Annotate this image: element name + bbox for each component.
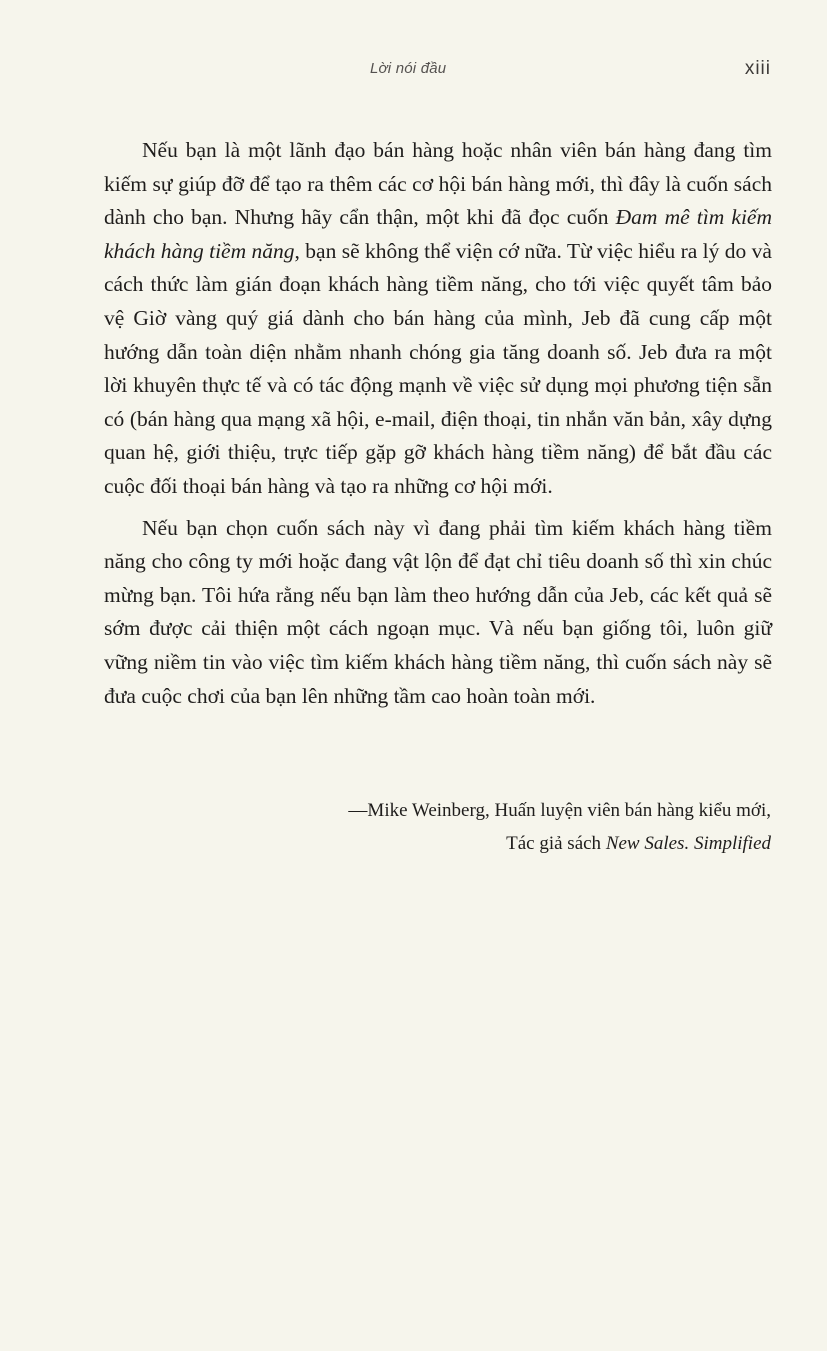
attribution-prefix: Tác giả sách [506,833,606,854]
page-number: xiii [744,58,771,79]
paragraph-1-text-a: Nếu bạn là một lãnh đạo bán hàng hoặc nhân viên bán hàng đang tìm kiếm sự giúp đỡ để tạo ra thêm các cơ hội bán hàng mới, thì đây là cuốn sách dành cho bạn. Nhưng hãy cẩn thận, một khi đã đọc cuốn [104,138,772,230]
paragraph-1 [104,134,772,504]
attribution-book-title: New Sales. Simplified [605,833,771,854]
running-head: Lời nói đầu [370,60,447,77]
body-text [104,134,772,713]
paragraph-1-text-b: , bạn sẽ không thể viện cớ nữa. Từ việc hiểu ra lý do và cách thức làm gián đoạn khách hàng tiềm năng, cho tới việc quyết tâm bảo vệ Giờ vàng quý giá dành cho bán hàng của mình, Jeb đã cung cấp một hướng dẫn toàn diện nhằm nhanh chóng gia tăng doanh số. Jeb đưa ra một lời khuyên thực tế và có tác động mạnh về việc sử dụng mọi phương tiện sẵn có (bán hàng qua mạng xã hội, e-mail, điện thoại, tin nhắn văn bản, xây dựng quan hệ, giới thiệu, trực tiếp gặp gỡ khách hàng tiềm năng) để bắt đầu các cuộc đối thoại bán hàng và tạo ra những cơ hội mới. [104,238,772,498]
paragraph-2 [104,512,772,714]
attribution-line-1: —Mike Weinberg, Huấn luyện viên bán hàng kiểu mới, [348,800,771,821]
quote-attribution [131,794,771,860]
paragraph-2-text: Nếu bạn chọn cuốn sách này vì đang phải tìm kiếm khách hàng tiềm năng cho công ty mới hoặc đang vật lộn để đạt chỉ tiêu doanh số thì xin chúc mừng bạn. Tôi hứa rằng nếu bạn làm theo hướng dẫn của Jeb, các kết quả sẽ sớm được cải thiện một cách ngoạn mục. Và nếu bạn giống tôi, luôn giữ vững niềm tin vào việc tìm kiếm khách hàng tiềm năng, thì cuốn sách này sẽ đưa cuộc chơi của bạn lên những tầm cao hoàn toàn mới. [104,515,772,708]
book-title-italic: Đam mê tìm kiếm khách hàng tiềm năng [104,205,772,263]
attribution-line-2 [131,827,771,860]
